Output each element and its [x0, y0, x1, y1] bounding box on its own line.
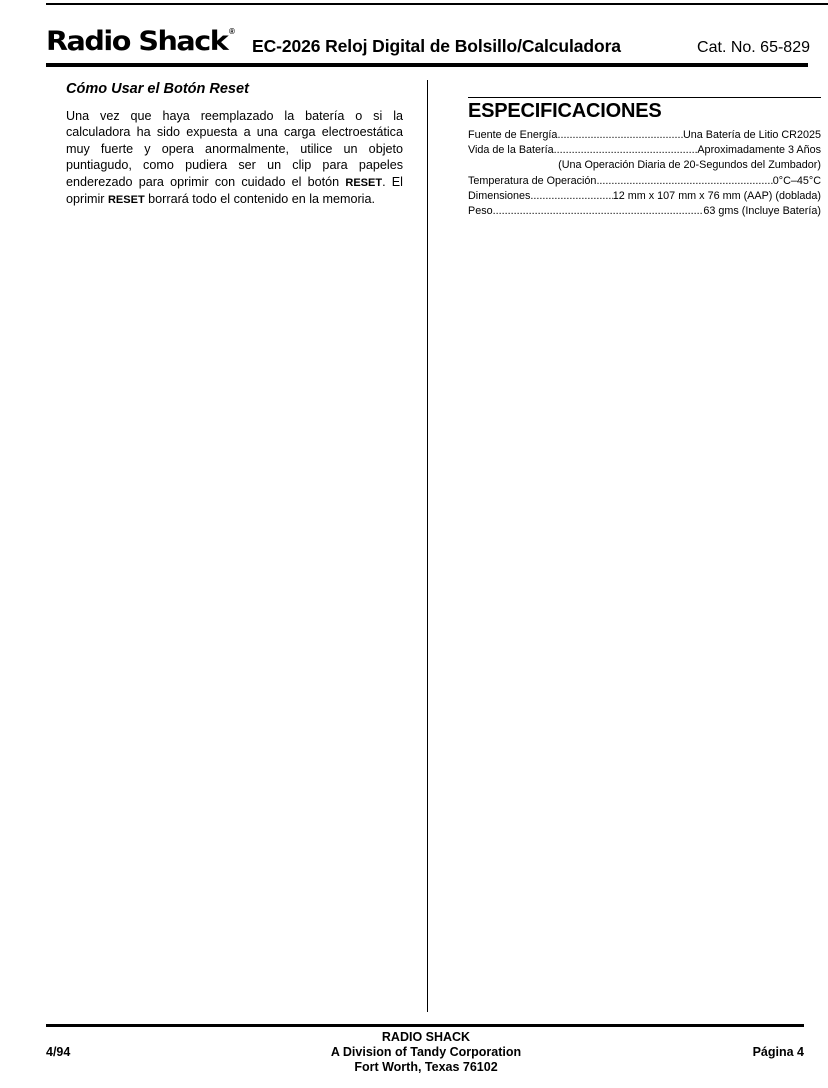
footer-division: A Division of Tandy Corporation — [330, 1045, 522, 1059]
spec-row — [468, 143, 821, 158]
spec-row — [468, 204, 821, 219]
brand-logo: Radio Shack — [46, 26, 228, 57]
text-part: . El oprimir — [66, 174, 403, 207]
footer-rule — [46, 1024, 804, 1027]
reset-section — [66, 80, 403, 208]
dot-leader — [493, 204, 704, 219]
text-part: borrará todo el contenido en la memoria. — [144, 192, 375, 207]
dot-leader — [554, 143, 698, 158]
specs-rule — [468, 97, 821, 98]
footer-company-block — [276, 1030, 576, 1075]
reset-instructions — [66, 108, 403, 208]
registered-mark: ® — [229, 27, 235, 36]
catalog-number: Cat. No. 65-829 — [697, 39, 810, 56]
dot-leader — [557, 128, 683, 143]
spec-label: Peso — [468, 205, 493, 218]
reset-keyword: RESET — [107, 194, 145, 207]
spec-value: 63 gms (Incluye Batería) — [703, 205, 821, 218]
footer-address: Fort Worth, Texas 76102 — [354, 1060, 498, 1074]
column-divider — [427, 80, 428, 1012]
page-header — [46, 27, 808, 59]
spec-label: Temperatura de Operación — [468, 174, 597, 187]
specs-heading: ESPECIFICACIONES — [468, 100, 662, 122]
text-part: Una vez que haya reemplazado la batería o si la calculadora ha sido expuesta a una carga electroestática muy fuerte y opera anormalmente, utilice un objeto puntiagudo, como pudiera ser un clip para papeles enderezado para oprimir con cuidado el botón — [66, 109, 403, 189]
spec-row — [468, 189, 821, 204]
spec-value: 12 mm x 107 mm x 76 mm (AAP) (doblada) — [612, 189, 821, 202]
top-border-line — [46, 3, 828, 5]
specifications-section — [468, 97, 821, 219]
reset-keyword: RESET — [345, 176, 383, 189]
spec-value: 0°C–45°C — [772, 174, 821, 187]
spec-label: Dimensiones — [468, 189, 531, 202]
spec-label: Fuente de Energía — [468, 129, 558, 141]
footer-company: RADIO SHACK — [381, 1030, 471, 1044]
header-rule — [46, 63, 808, 67]
spec-value: Aproximadamente 3 Años — [697, 144, 821, 157]
battery-life-note: (Una Operación Diaria de 20-Segundos del Zumbador) — [558, 159, 821, 172]
spec-value: Una Batería de Litio CR2025 — [682, 129, 821, 141]
page-number: Página 4 — [752, 1045, 804, 1059]
footer-date: 4/94 — [46, 1045, 71, 1059]
dot-leader — [596, 174, 772, 189]
section-title: Cómo Usar el Botón Reset — [66, 81, 249, 97]
document-title: EC-2026 Reloj Digital de Bolsillo/Calculadora — [252, 36, 621, 56]
spec-label: Vida de la Batería — [468, 144, 554, 157]
spec-row — [468, 174, 821, 189]
dot-leader — [530, 189, 612, 204]
spec-row — [468, 128, 821, 143]
